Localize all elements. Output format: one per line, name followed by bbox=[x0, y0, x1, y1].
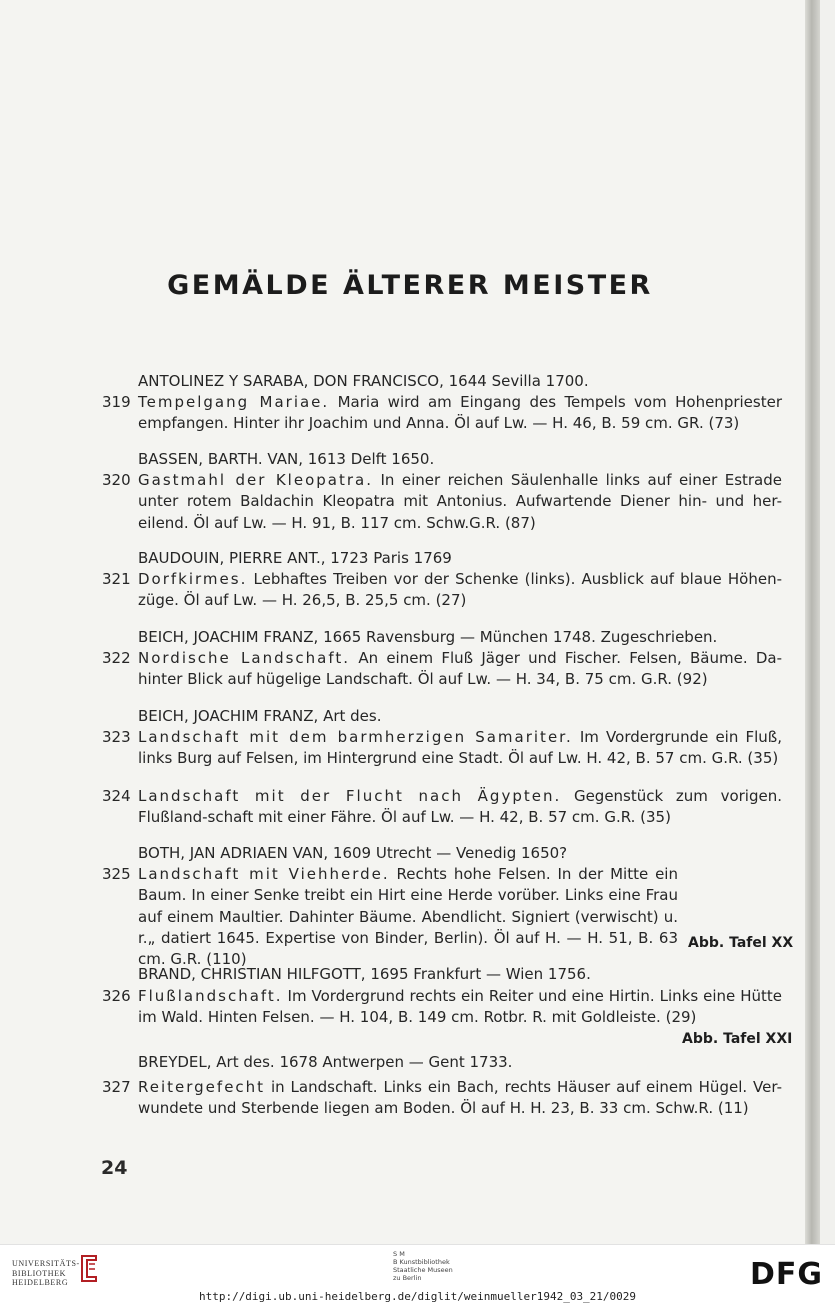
lot-text: in Landschaft. Links ein Bach, rechts Häuser auf einem Hügel. Ver-wundete und Sterbende liegen am Boden. Öl auf H. H. 23, B. 33 cm. Schw.R. (11) bbox=[138, 1078, 782, 1118]
lot-title: Reitergefecht bbox=[138, 1078, 266, 1096]
artist-line: BREYDEL, Art des. 1678 Antwerpen — Gent 1733. bbox=[138, 1053, 513, 1071]
ub-logo-line: HEIDELBERG bbox=[12, 1278, 69, 1287]
lot-description bbox=[138, 864, 678, 970]
digitization-footer bbox=[0, 1244, 835, 1305]
lot-title: Nordische Landschaft. bbox=[138, 649, 351, 667]
lot-title: Flußlandschaft. bbox=[138, 987, 283, 1005]
smb-logo-line: B Kunstbibliothek bbox=[393, 1258, 450, 1266]
dfg-logo[interactable]: DFG bbox=[749, 1257, 823, 1292]
lot-number: 319 bbox=[102, 393, 131, 411]
lot-text: Gegenstück zum vorigen. Flußland-schaft mit einer Fähre. Öl auf Lw. — H. 42, B. 57 cm. G.R. (35) bbox=[138, 787, 782, 827]
lot-number: 322 bbox=[102, 649, 131, 667]
artist-line: BEICH, JOACHIM FRANZ, Art des. bbox=[138, 707, 382, 725]
plate-reference: Abb. Tafel XX bbox=[688, 935, 794, 951]
lot-description bbox=[138, 648, 782, 691]
lot-description bbox=[138, 470, 782, 534]
page-number: 24 bbox=[101, 1157, 128, 1179]
lot-title: Landschaft mit dem barmherzigen Samariter. bbox=[138, 728, 573, 746]
smb-logo-line: Staatliche Museen bbox=[393, 1266, 453, 1274]
lot-description bbox=[138, 786, 782, 829]
lot-title: Landschaft mit der Flucht nach Ägypten. bbox=[138, 787, 562, 805]
lot-description bbox=[138, 569, 782, 612]
lot-description bbox=[138, 392, 782, 435]
ub-logo-line: UNIVERSITÄTS- bbox=[12, 1259, 80, 1268]
smb-logo-line: S M bbox=[393, 1250, 405, 1258]
lot-number: 321 bbox=[102, 570, 131, 588]
lot-text: An einem Fluß Jäger und Fischer. Felsen, Bäume. Da-hinter Blick auf hügelige Landschaft. Öl auf Lw. — H. 34, B. 75 cm. G.R. (92) bbox=[138, 649, 782, 689]
ub-logo-line: BIBLIOTHEK bbox=[12, 1268, 66, 1278]
lot-description bbox=[138, 986, 782, 1029]
lot-number: 327 bbox=[102, 1078, 131, 1096]
lot-text: Maria wird am Eingang des Tempels vom Hohenpriester empfangen. Hinter ihr Joachim und Anna. Öl auf Lw. — H. 46, B. 59 cm. GR. (73) bbox=[138, 393, 782, 433]
lot-text: In einer reichen Säulenhalle links auf einer Estrade unter rotem Baldachin Kleopatra mit Antonius. Aufwartende Diener hin- und her-eilend. Öl auf Lw. — H. 91, B. 117 cm. Schw.G.R. (87) bbox=[138, 471, 782, 532]
lot-number: 325 bbox=[102, 865, 131, 883]
book-spine-shadow bbox=[805, 0, 820, 1244]
ub-heidelberg-logo[interactable] bbox=[12, 1259, 80, 1288]
artist-line: BRAND, CHRISTIAN HILFGOTT, 1695 Frankfurt — Wien 1756. bbox=[138, 965, 591, 983]
lot-title: Dorfkirmes. bbox=[138, 570, 248, 588]
lot-description bbox=[138, 727, 782, 770]
lot-title: Landschaft mit Viehherde. bbox=[138, 865, 390, 883]
artist-line: BEICH, JOACHIM FRANZ, 1665 Ravensburg — München 1748. Zugeschrieben. bbox=[138, 628, 718, 646]
lot-number: 326 bbox=[102, 987, 131, 1005]
lot-text: Im Vordergrund rechts ein Reiter und eine Hirtin. Links eine Hütte im Wald. Hinten Felsen. — H. 104, B. 149 cm. Rotbr. R. mit Goldleiste. (29) bbox=[138, 987, 782, 1027]
artist-line: BASSEN, BARTH. VAN, 1613 Delft 1650. bbox=[138, 450, 435, 468]
artist-line: BAUDOUIN, PIERRE ANT., 1723 Paris 1769 bbox=[138, 549, 452, 567]
smb-logo-line: zu Berlin bbox=[393, 1274, 422, 1282]
lot-title: Gastmahl der Kleopatra. bbox=[138, 471, 373, 489]
lot-number: 324 bbox=[102, 787, 131, 805]
smb-kunstbibliothek-logo bbox=[393, 1250, 453, 1282]
lot-text: Lebhaftes Treiben vor der Schenke (links). Ausblick auf blaue Höhen-züge. Öl auf Lw. — H. 26,5, B. 25,5 cm. (27) bbox=[138, 570, 782, 610]
source-url-link[interactable]: http://digi.ub.uni-heidelberg.de/diglit/weinmueller1942_03_21/0029 bbox=[198, 1290, 637, 1303]
lot-number: 323 bbox=[102, 728, 131, 746]
lot-number: 320 bbox=[102, 471, 131, 489]
plate-reference: Abb. Tafel XXI bbox=[682, 1031, 793, 1047]
lot-text: Rechts hohe Felsen. In der Mitte ein Baum. In einer Senke treibt ein Hirt eine Herde vorüber. Links eine Frau auf einem Maultier. Dahinter Bäume. Abendlicht. Signiert (verwischt) u. r.„ datiert 1645. Expertise von Binder, Berlin). Öl auf H. — H. 51, B. 63 cm. G.R. (110) bbox=[138, 865, 678, 969]
lot-text: Im Vordergrunde ein Fluß, links Burg auf Felsen, im Hintergrund eine Stadt. Öl auf Lw. H. 42, B. 57 cm. G.R. (35) bbox=[138, 728, 783, 768]
artist-line: BOTH, JAN ADRIAEN VAN, 1609 Utrecht — Venedig 1650? bbox=[138, 844, 568, 862]
ub-heidelberg-mark-icon bbox=[78, 1253, 100, 1283]
page-heading: GEMÄLDE ÄLTERER MEISTER bbox=[167, 270, 653, 301]
artist-line: ANTOLINEZ Y SARABA, DON FRANCISCO, 1644 Sevilla 1700. bbox=[138, 372, 589, 390]
lot-description bbox=[138, 1077, 782, 1120]
lot-title: Tempelgang Mariae. bbox=[138, 393, 330, 411]
